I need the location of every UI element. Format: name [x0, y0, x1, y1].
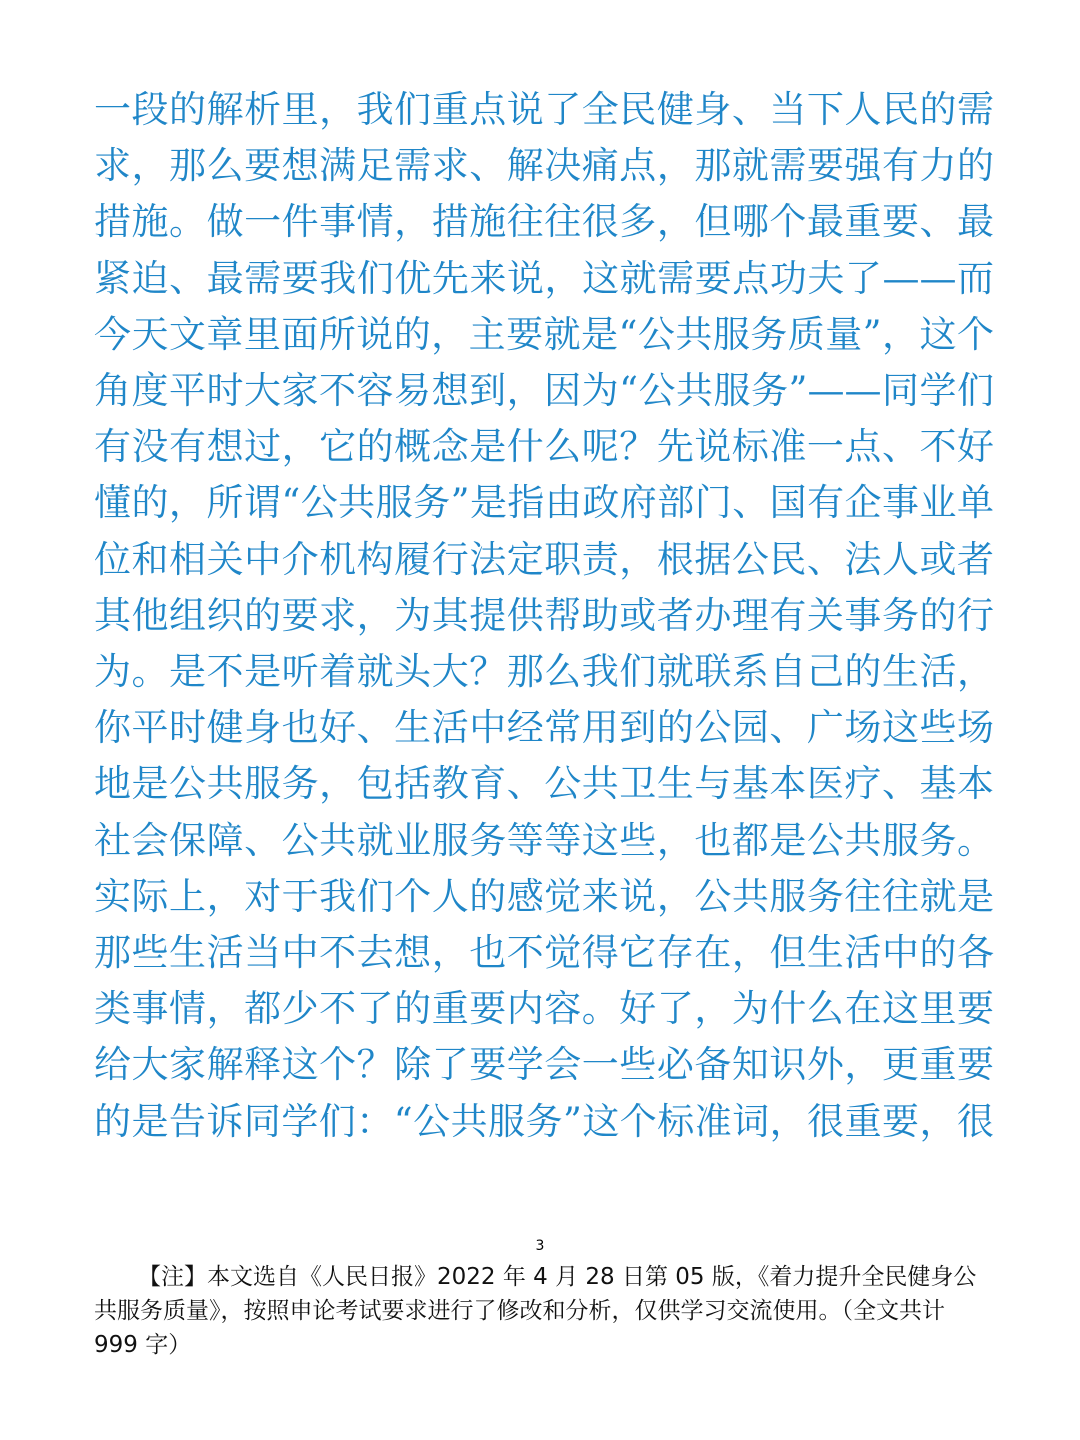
- body-line: 其他组织的要求，为其提供帮助或者办理有关事务的行: [94, 593, 994, 637]
- body-line: 紧迫、最需要我们优先来说，这就需要点功夫了——而: [94, 256, 994, 300]
- footnote-line: 【注】本文选自《人民日报》2022 年 4 月 28 日第 05 版，《着力提升全民健身公: [138, 1264, 977, 1290]
- body-line: 给大家解释这个？除了要学会一些必备知识外，更重要: [94, 1043, 994, 1087]
- body-line: 位和相关中介机构履行法定职责，根据公民、法人或者: [94, 537, 994, 581]
- body-line: 懂的，所谓“公共服务”是指由政府部门、国有企事业单: [94, 481, 994, 525]
- article-body: [94, 82, 994, 1150]
- body-line: 求，那么要想满足需求、解决痛点，那就需要强有力的: [94, 144, 994, 188]
- body-line: 措施。做一件事情，措施往往很多，但哪个最重要、最: [94, 200, 994, 244]
- body-line: 你平时健身也好、生活中经常用到的公园、广场这些场: [94, 706, 994, 750]
- footnote-line: 共服务质量》，按照申论考试要求进行了修改和分析，仅供学习交流使用。（全文共计: [94, 1298, 945, 1324]
- body-line: 那些生活当中不去想，也不觉得它存在，但生活中的各: [94, 931, 994, 975]
- body-line: 的是告诉同学们：“公共服务”这个标准词，很重要，很: [94, 1099, 994, 1143]
- body-line: 角度平时大家不容易想到，因为“公共服务”——同学们: [94, 369, 994, 413]
- body-line: 为。是不是听着就头大？那么我们就联系自己的生活，: [94, 650, 994, 694]
- source-footnote: [94, 1260, 994, 1362]
- body-line: 有没有想过，它的概念是什么呢？先说标准一点、不好: [94, 425, 994, 469]
- footnote-line: 999 字）: [94, 1332, 192, 1358]
- body-line: 一段的解析里，我们重点说了全民健身、当下人民的需: [94, 88, 994, 131]
- body-line: 类事情，都少不了的重要内容。好了，为什么在这里要: [94, 987, 994, 1031]
- page-number: 3: [535, 1238, 545, 1254]
- body-line: 地是公共服务，包括教育、公共卫生与基本医疗、基本: [94, 762, 994, 806]
- body-line: 实际上，对于我们个人的感觉来说，公共服务往往就是: [94, 874, 994, 918]
- body-line: 社会保障、公共就业服务等等这些，也都是公共服务。: [94, 818, 994, 862]
- body-line: 今天文章里面所说的，主要就是“公共服务质量”，这个: [94, 312, 994, 356]
